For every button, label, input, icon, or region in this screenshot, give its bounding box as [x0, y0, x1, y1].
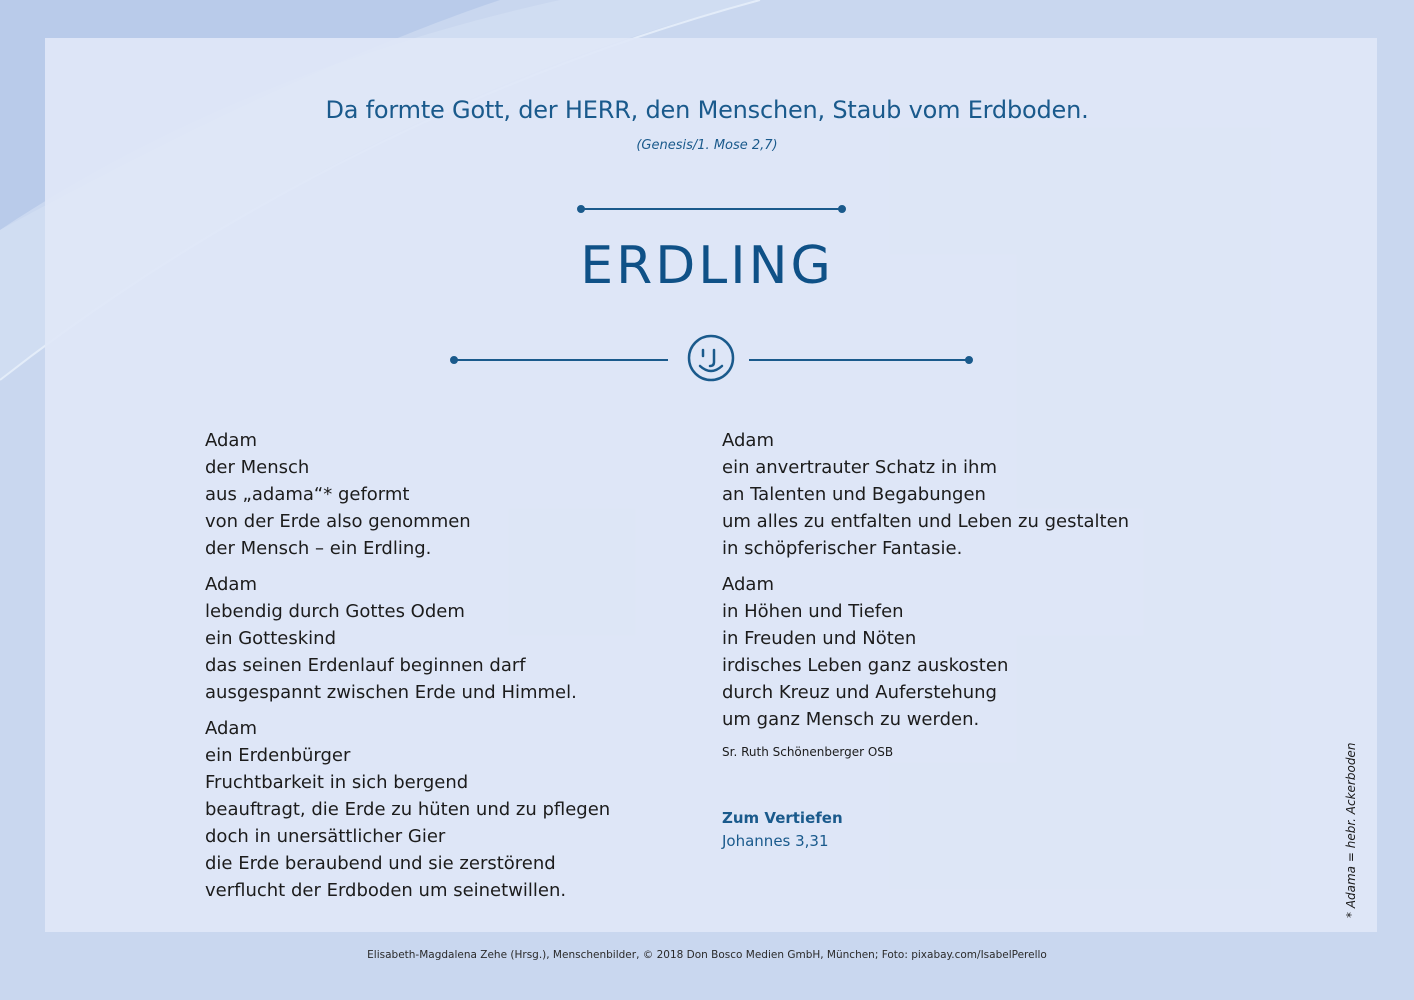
- deepen-reference: Johannes 3,31: [722, 832, 829, 850]
- poem-line: irdisches Leben ganz auskosten: [722, 655, 1009, 676]
- poem-line: von der Erde also genommen: [205, 511, 471, 532]
- poem-stanza: [205, 427, 610, 562]
- bible-quote: Da formte Gott, der HERR, den Menschen, Staub vom Erdboden.: [325, 96, 1089, 124]
- poem-line: Adam: [722, 430, 774, 451]
- poem-line: ein anvertrauter Schatz in ihm: [722, 457, 997, 478]
- poem-line: der Mensch: [205, 457, 310, 478]
- poem-line: Fruchtbarkeit in sich bergend: [205, 772, 469, 793]
- poem-line: die Erde beraubend und sie zerstörend: [205, 853, 556, 874]
- poem-author: Sr. Ruth Schönenberger OSB: [722, 745, 894, 759]
- poem-line: in Freuden und Nöten: [722, 628, 917, 649]
- poem-line: ein Erdenbürger: [205, 745, 351, 766]
- poem-stanza: [205, 715, 610, 904]
- poem-line: doch in unersättlicher Gier: [205, 826, 446, 847]
- poem-line: aus „adama“* geformt: [205, 484, 410, 505]
- poem-line: ausgespannt zwischen Erde und Himmel.: [205, 682, 577, 703]
- poem-stanza: [722, 427, 1129, 562]
- poem-right-column: [722, 427, 1129, 742]
- poem-line: Adam: [205, 574, 257, 595]
- footnote: * Adama = hebr. Ackerboden: [1344, 742, 1358, 918]
- poem-line: in schöpferischer Fantasie.: [722, 538, 963, 559]
- poem-line: beauftragt, die Erde zu hüten und zu pflegen: [205, 799, 611, 820]
- poem-line: um alles zu entfalten und Leben zu gestalten: [722, 511, 1130, 532]
- bible-reference: (Genesis/1. Mose 2,7): [636, 138, 778, 153]
- poem-line: verflucht der Erdboden um seinetwillen.: [205, 880, 567, 901]
- poem-line: an Talenten und Begabungen: [722, 484, 986, 505]
- poem-left-column: [205, 427, 610, 913]
- poem-line: Adam: [205, 430, 257, 451]
- poem-line: ein Gotteskind: [205, 628, 336, 649]
- poem-line: der Mensch – ein Erdling.: [205, 538, 432, 559]
- poem-line: durch Kreuz und Auferstehung: [722, 682, 997, 703]
- poem-stanza: [722, 571, 1129, 733]
- copyright-credit: Elisabeth-Magdalena Zehe (Hrsg.), Menschenbilder, © 2018 Don Bosco Medien GmbH, München; Foto: pixabay.com/IsabelPerello: [367, 949, 1047, 961]
- poem-stanza: [205, 571, 610, 706]
- poem-line: das seinen Erdenlauf beginnen darf: [205, 655, 526, 676]
- deepen-label: Zum Vertiefen: [722, 809, 843, 827]
- poem-line: um ganz Mensch zu werden.: [722, 709, 980, 730]
- poem-line: lebendig durch Gottes Odem: [205, 601, 465, 622]
- poem-line: Adam: [205, 718, 257, 739]
- page-title: ERDLING: [580, 236, 834, 296]
- poem-line: Adam: [722, 574, 774, 595]
- poem-line: in Höhen und Tiefen: [722, 601, 904, 622]
